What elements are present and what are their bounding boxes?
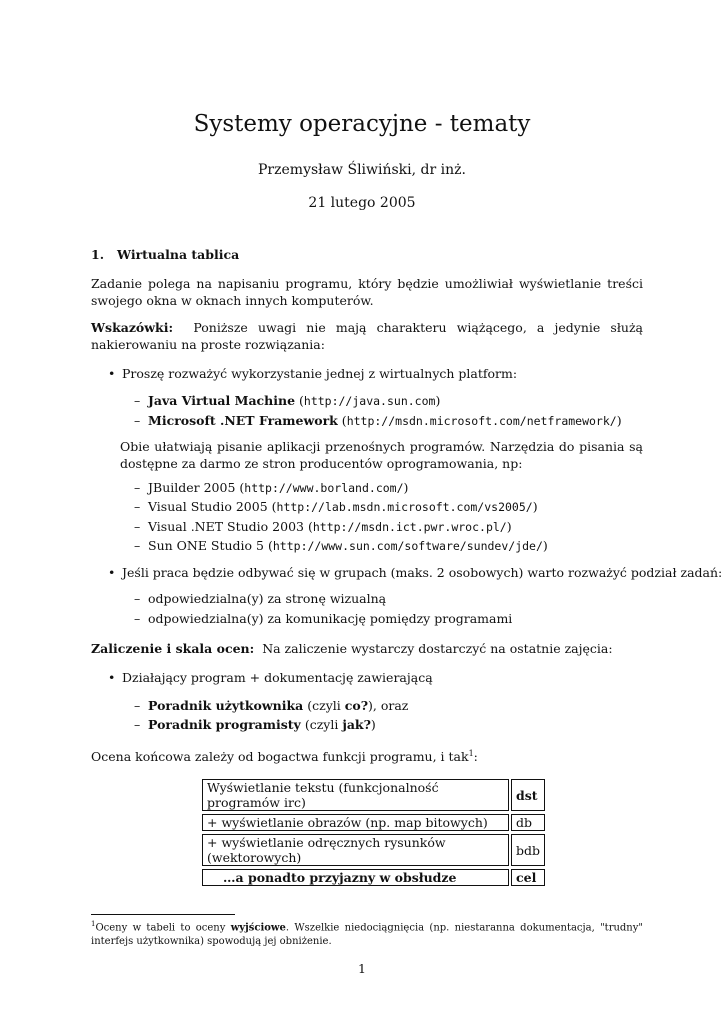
section-heading (91, 246, 643, 263)
grading-paragraph (91, 640, 643, 657)
final-grade-paragraph (91, 745, 643, 765)
intro-paragraph: Zadanie polega na napisaniu programu, który będzie umożliwiał wyświetlanie treści swojego okna w oknach innych komputerów. (91, 276, 643, 308)
page-number: 1 (358, 961, 366, 976)
tool-url: http://www.borland.com/ (244, 481, 404, 495)
tool-name: Visual .NET Studio 2003 (148, 519, 304, 534)
grading-label: Zaliczenie i skala ocen: (91, 641, 255, 656)
doc-key: jak? (342, 717, 371, 732)
doc-pre: (czyli (307, 698, 345, 713)
grade-value: dst (511, 779, 545, 811)
bullet-icon: • (108, 565, 116, 580)
list-item: – odpowiedzialna(y) za stronę wizualną (134, 591, 387, 606)
footnote (91, 917, 643, 949)
platform-name: Java Virtual Machine (148, 393, 296, 408)
grade-value: db (511, 814, 545, 831)
grade-feature: + wyświetlanie obrazów (np. map bitowych) (202, 814, 509, 831)
platform-url: http://msdn.microsoft.com/netframework/ (346, 414, 617, 428)
tool-name: Sun ONE Studio 5 (148, 538, 265, 553)
author: Przemysław Śliwiński, dr inż. (258, 162, 466, 178)
grade-value: bdb (511, 834, 545, 866)
table-row (202, 834, 545, 866)
doc-name: Poradnik programisty (148, 717, 301, 732)
list-item: – Sun ONE Studio 5 (http://www.sun.com/software/sundev/jde/) (134, 538, 548, 553)
tool-url: http://lab.msdn.microsoft.com/vs2005/ (276, 500, 533, 514)
date: 21 lutego 2005 (308, 195, 416, 211)
list-item: – Poradnik użytkownika (czyli co?), oraz (134, 698, 409, 713)
final-grade-text: Ocena końcowa zależy od bogactwa funkcji programu, i tak (91, 749, 469, 765)
bullet-icon: • (108, 670, 116, 685)
grading-text: Na zaliczenie wystarczy dostarczyć na ostatnie zajęcia: (262, 641, 613, 656)
tool-name: JBuilder 2005 (148, 480, 236, 495)
hints-text: Poniższe uwagi nie mają charakteru wiążącego, a jedynie służą nakierowaniu na proste rozwiązania: (91, 320, 643, 352)
bullet-text: Działający program + dokumentację zawierającą (122, 670, 433, 685)
final-grade-end: : (473, 749, 478, 765)
footnote-mark: 1 (468, 749, 474, 758)
hints-paragraph (91, 319, 643, 353)
footnote-bold: wyjściowe (230, 922, 286, 934)
list-item: – Visual .NET Studio 2003 (http://msdn.ict.pwr.wroc.pl/) (134, 519, 512, 534)
hints-label: Wskazówki: (91, 320, 174, 335)
role-text: odpowiedzialna(y) za stronę wizualną (148, 591, 387, 606)
role-text: odpowiedzialna(y) za komunikację pomiędzy programami (148, 611, 513, 626)
list-item: – Microsoft .NET Framework (http://msdn.microsoft.com/netframework/) (134, 413, 622, 428)
footnote-number: 1 (91, 920, 96, 928)
list-item: – Visual Studio 2005 (http://lab.msdn.microsoft.com/vs2005/) (134, 499, 538, 514)
doc-key: co? (344, 698, 369, 713)
bullet-text: Proszę rozważyć wykorzystanie jednej z wirtualnych platform: (122, 366, 518, 381)
list-item: – odpowiedzialna(y) za komunikację pomiędzy programami (134, 611, 513, 626)
list-item: – Java Virtual Machine (http://java.sun.com) (134, 393, 441, 408)
section-title: Wirtualna tablica (117, 247, 240, 262)
table-row (202, 779, 545, 811)
footnote-text-end: . Wszelkie niedociągnięcia (np. niestaranna dokumentacja, "trudny" interfejs użytkownika) spowodują jej obniżenie. (91, 922, 644, 948)
list-item: – Poradnik programisty (czyli jak?) (134, 717, 376, 732)
section-number: 1. (91, 247, 105, 262)
grades-table (202, 776, 545, 889)
table-row (202, 869, 545, 886)
grade-value: cel (511, 869, 545, 886)
grade-feature: Wyświetlanie tekstu (funkcjonalność programów irc) (202, 779, 509, 811)
tools-paragraph: Obie ułatwiają pisanie aplikacji przenośnych programów. Narzędzia do pisania są dostępne za darmo ze stron producentów oprogramowania, np: (120, 439, 643, 471)
bullet-text: Jeśli praca będzie odbywać się w grupach (maks. 2 osobowych) warto rozważyć podział zadań: (122, 565, 723, 580)
grade-feature: …a ponadto przyjazny w obsłudze (202, 869, 509, 886)
list-item: – JBuilder 2005 (http://www.borland.com/) (134, 480, 409, 495)
table-row (202, 814, 545, 831)
platform-url: http://java.sun.com (303, 394, 436, 408)
doc-name: Poradnik użytkownika (148, 698, 304, 713)
bullet-icon: • (108, 366, 116, 381)
grade-feature: + wyświetlanie odręcznych rysunków (wektorowych) (202, 834, 509, 866)
footnote-text: Oceny w tabeli to oceny (95, 922, 231, 934)
tool-name: Visual Studio 2005 (148, 499, 268, 514)
doc-post: ), oraz (368, 698, 409, 713)
tool-url: http://msdn.ict.pwr.wroc.pl/ (312, 520, 507, 534)
doc-post: ) (370, 717, 376, 732)
footnote-rule (91, 914, 235, 915)
page-title: Systemy operacyjne - tematy (193, 111, 531, 137)
doc-pre: (czyli (304, 717, 343, 732)
platform-name: Microsoft .NET Framework (148, 413, 338, 428)
tool-url: http://www.sun.com/software/sundev/jde/ (272, 539, 543, 553)
